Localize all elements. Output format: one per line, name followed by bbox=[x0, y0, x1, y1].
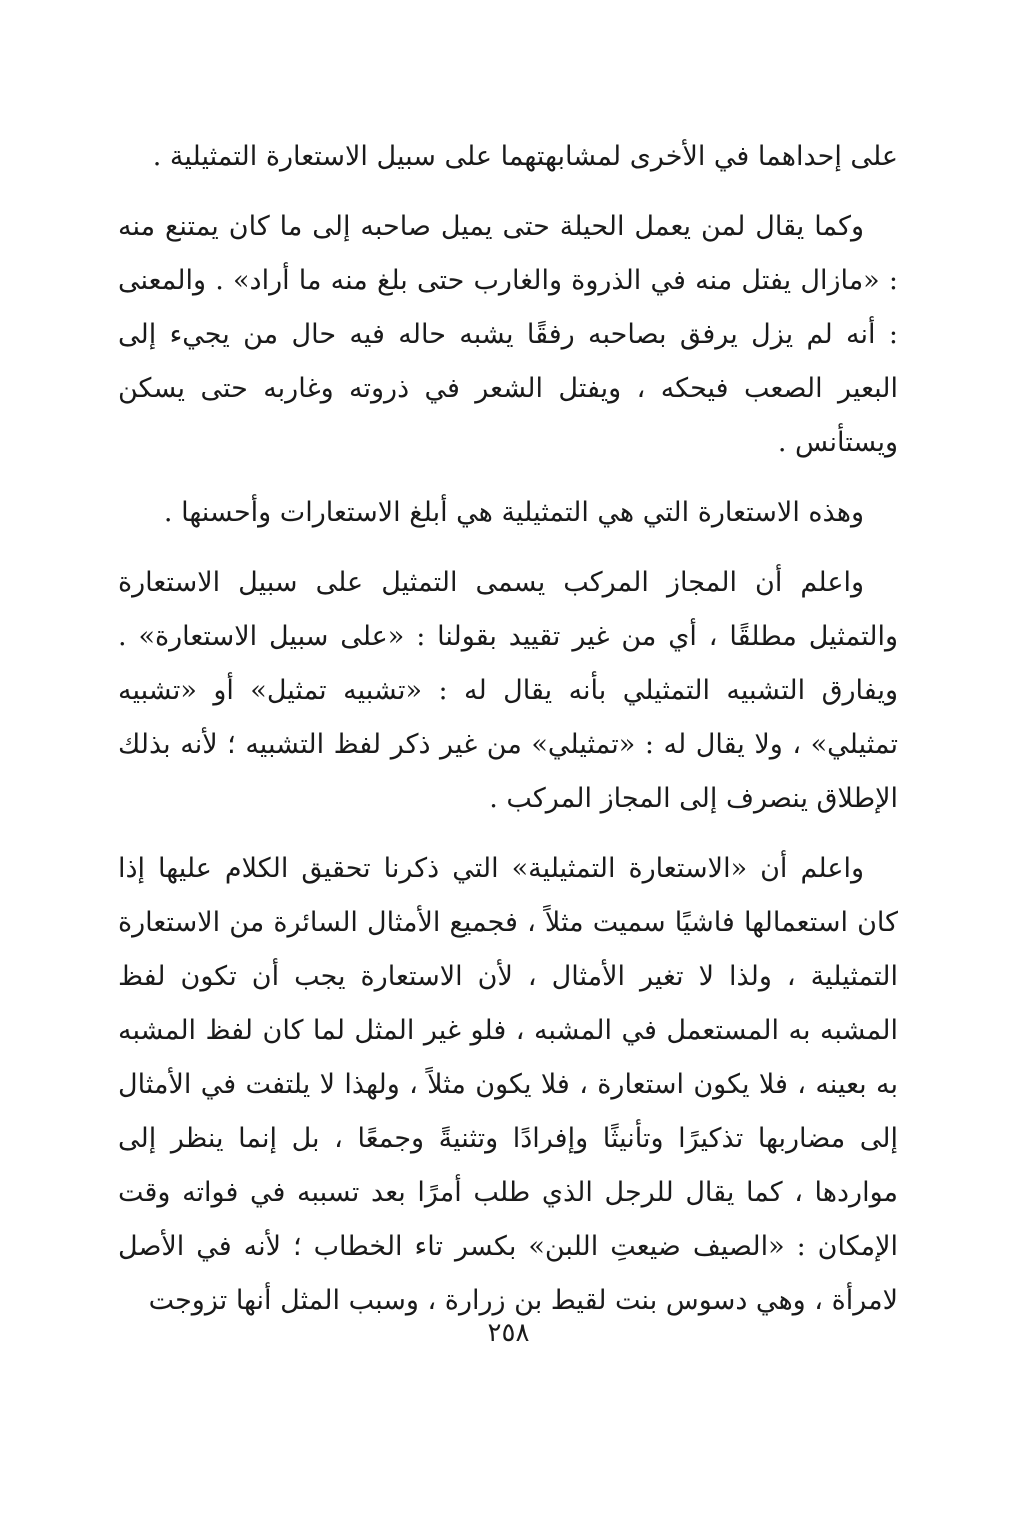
paragraph-2: وكما يقال لمن يعمل الحيلة حتى يميل صاحبه إلى ما كان يمتنع منه : «مازال يفتل منه في الذروة والغارب حتى بلغ منه ما أراد» . والمعنى : أنه لم يزل يرفق بصاحبه رفقًا يشبه حاله فيه حال من يجيء إلى البعير الصعب فيحكه ، ويفتل الشعر في ذروته وغاربه حتى يسكن ويستأنس . bbox=[118, 211, 898, 458]
paragraph-4: واعلم أن المجاز المركب يسمى التمثيل على سبيل الاستعارة والتمثيل مطلقًا ، أي من غير تقييد بقولنا : «على سبيل الاستعارة» . ويفارق التشبيه التمثيلي بأنه يقال له : «تشبيه تمثيل» أو «تشبيه تمثيلي» ، ولا يقال له : «تمثيلي» من غير ذكر لفظ التشبيه ؛ لأنه بذلك الإطلاق ينصرف إلى المجاز المركب . bbox=[118, 567, 898, 814]
paragraph-5: واعلم أن «الاستعارة التمثيلية» التي ذكرنا تحقيق الكلام عليها إذا كان استعمالها فاشيًا سميت مثلاً ، فجميع الأمثال السائرة من الاستعارة التمثيلية ، ولذا لا تغير الأمثال ، لأن الاستعارة يجب أن تكون لفظ المشبه به المستعمل في المشبه ، فلو غير المثل لما كان لفظ المشبه به بعينه ، فلا يكون استعارة ، فلا يكون مثلاً ، ولهذا لا يلتفت في الأمثال إلى مضاربها تذكيرًا وتأنيثًا وإفرادًا وتثنيةً وجمعًا ، بل إنما ينظر إلى مواردها ، كما يقال للرجل الذي طلب أمرًا بعد تسببه في فواته وقت الإمكان : «الصيف ضيعتِ اللبن» بكسر تاء الخطاب ؛ لأنه في الأصل لامرأة ، وهي دسوس بنت لقيط بن زرارة ، وسبب المثل أنها تزوجت bbox=[118, 853, 898, 1316]
body-text bbox=[118, 130, 898, 1344]
paragraph-1: على إحداهما في الأخرى لمشابهتهما على سبيل الاستعارة التمثيلية . bbox=[152, 141, 898, 172]
paragraph-3: وهذه الاستعارة التي هي التمثيلية هي أبلغ الاستعارات وأحسنها . bbox=[163, 497, 864, 528]
page-number: ٢٥٨ bbox=[487, 1318, 530, 1348]
